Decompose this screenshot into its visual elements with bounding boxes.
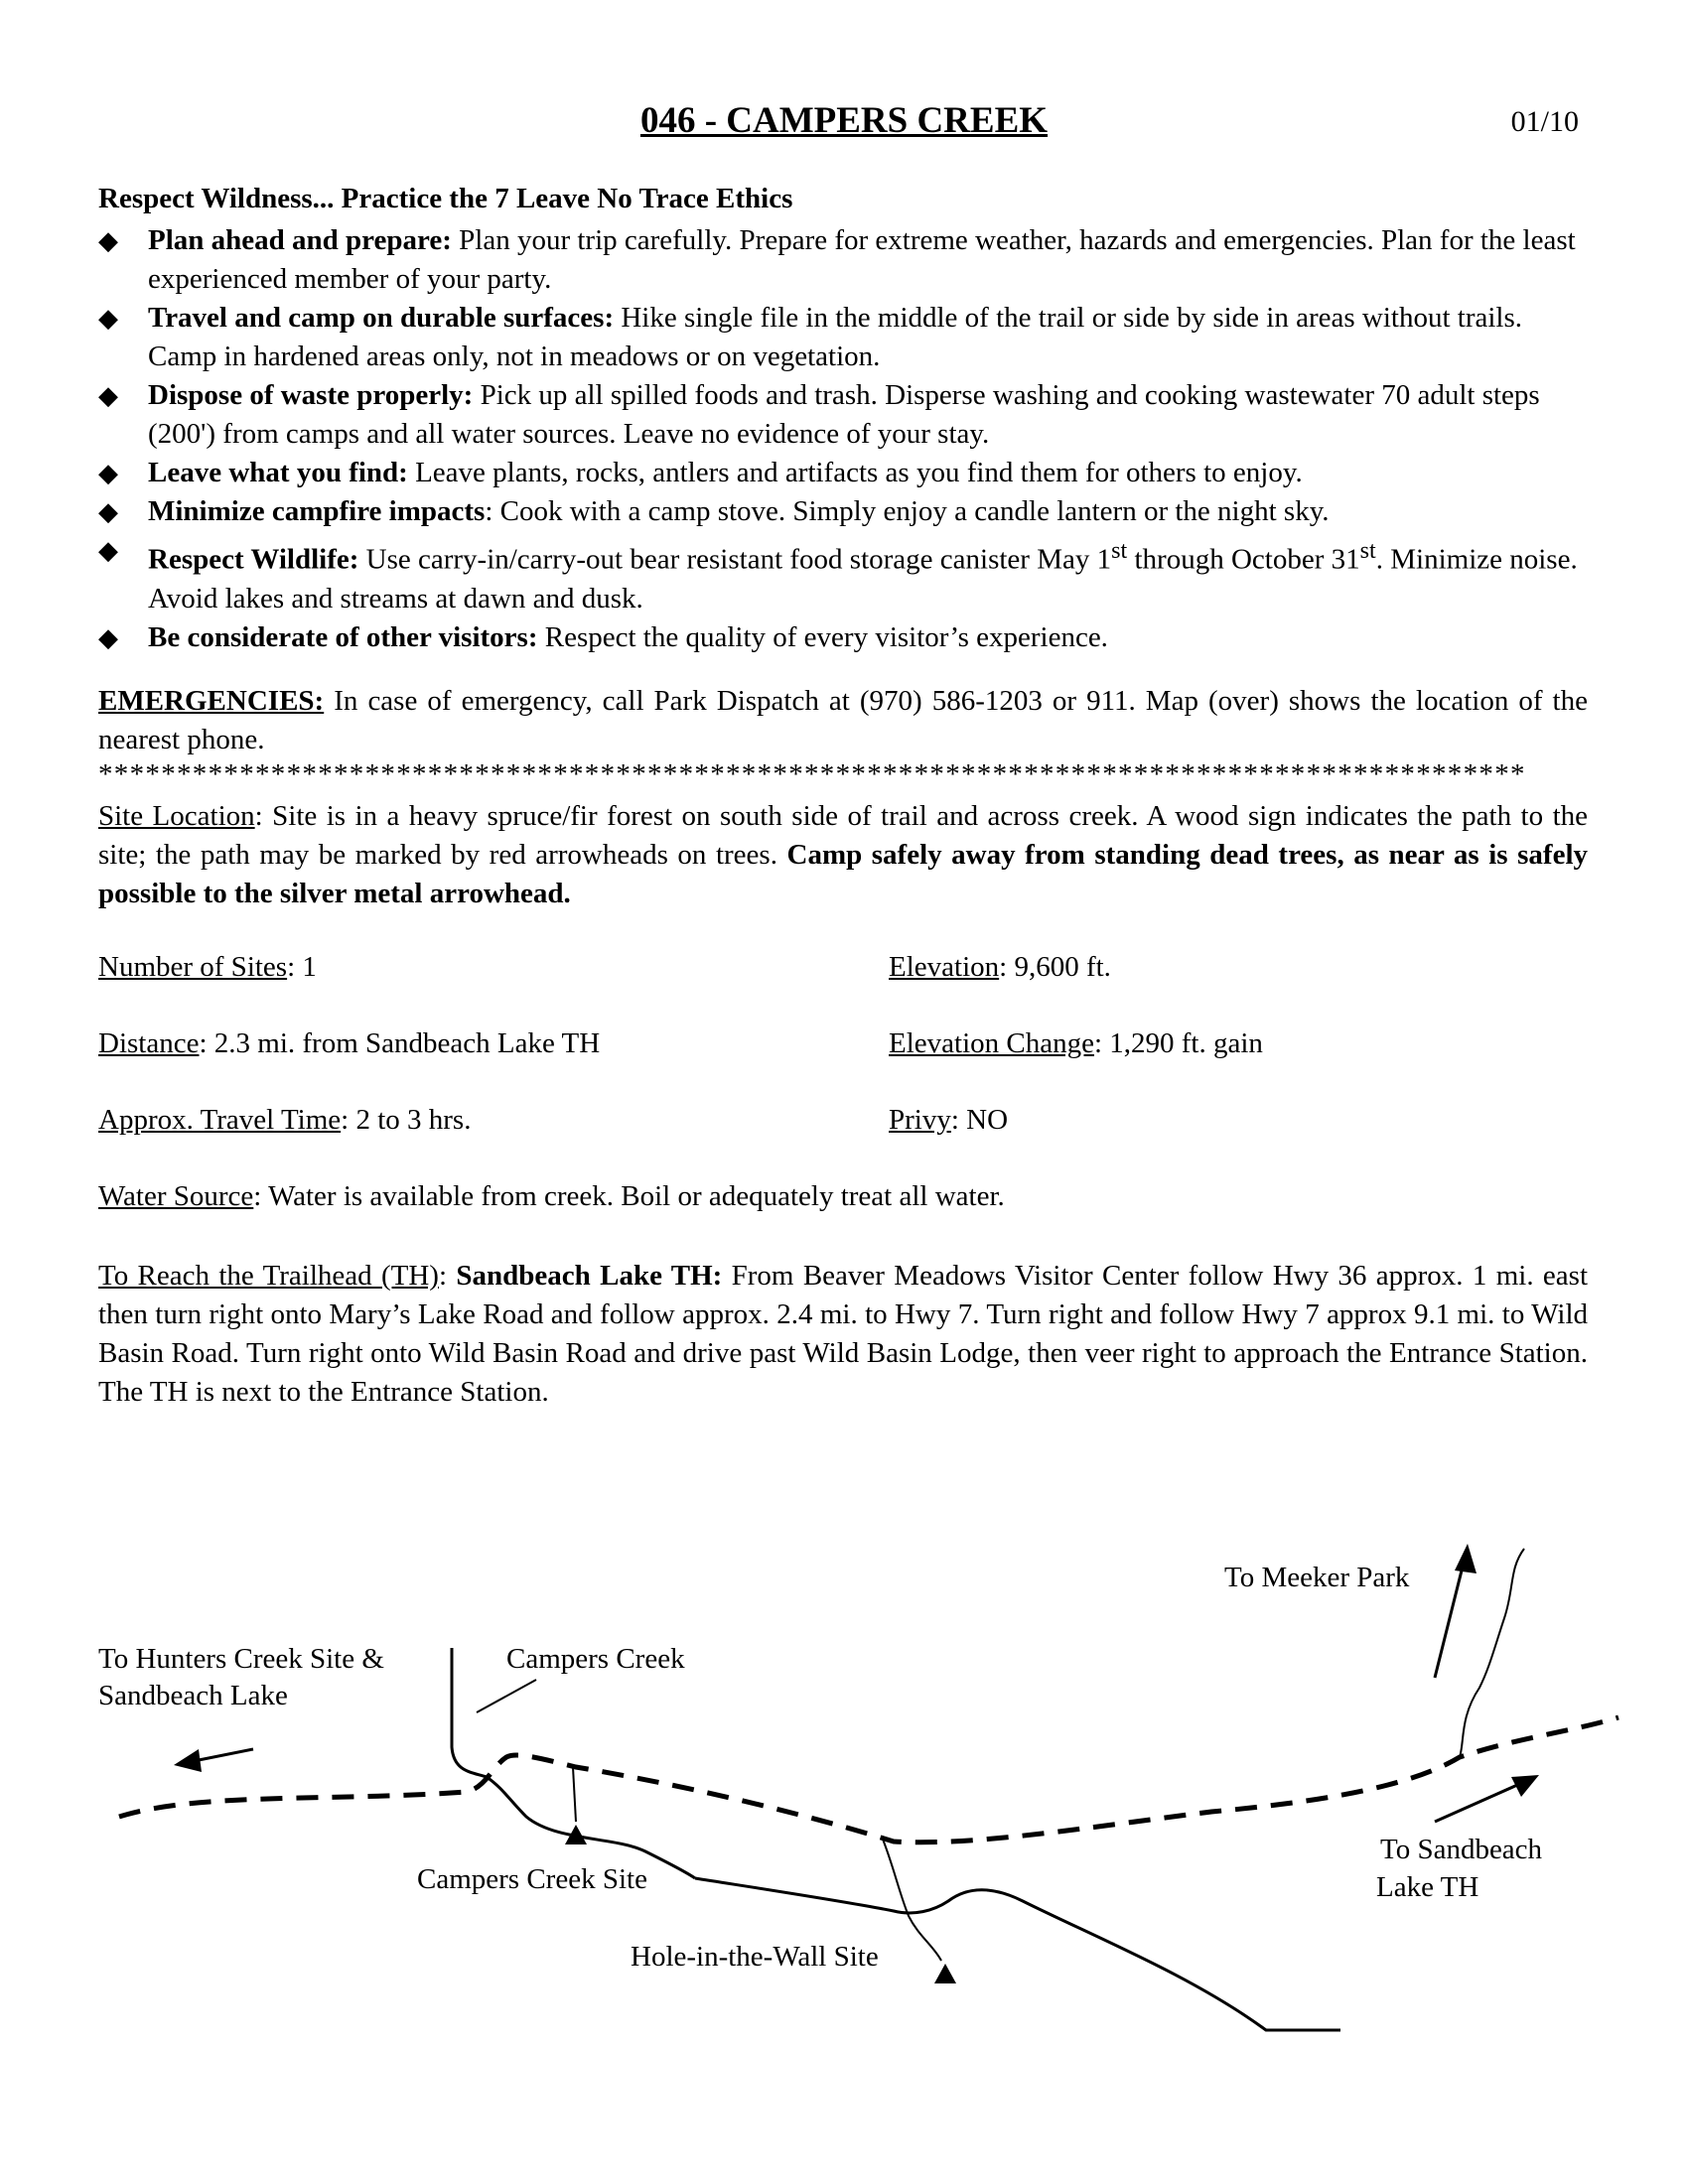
ethic-item	[98, 376, 1588, 454]
travel-time-label: Approx. Travel Time	[98, 1104, 342, 1136]
elevation-change-value: : 1,290 ft. gain	[1093, 1027, 1263, 1059]
campers-creek-pointer	[477, 1680, 536, 1712]
ethic-item	[98, 492, 1588, 531]
water-source-label: Water Source	[98, 1180, 254, 1212]
site-location-warning: Camp safely away from standing dead trees, as near as is safely possible to the silver metal arrowhead.	[98, 839, 1589, 909]
lnt-ethics-list	[98, 221, 1588, 657]
trailhead-directions: From Beaver Meadows Visitor Center follow Hwy 36 approx. 1 mi. east then turn right onto Mary’s Lake Road and follow approx. 2.4 mi. to Hwy 7. Turn right and follow Hwy 7 approx 9.1 mi. to Wild Basin Road. Turn right onto Wild Basin Road and drive past Wild Basin Lodge, then veer right to approach the Entrance Station. The TH is next to the Entrance Station.	[98, 1260, 1589, 1408]
elevation-label: Elevation	[889, 951, 1000, 983]
diamond-bullet-icon: ◆	[98, 459, 118, 487]
ethic-text: Respect the quality of every visitor’s experience.	[537, 620, 1108, 653]
trailhead-label: To Reach the Trailhead (TH)	[98, 1260, 439, 1292]
label-meeker-park: To Meeker Park	[1224, 1562, 1410, 1593]
privy-value: : NO	[950, 1104, 1009, 1136]
revision-date: 01/10	[1510, 105, 1579, 138]
diamond-bullet-icon: ◆	[98, 536, 118, 565]
trailhead-paragraph	[98, 1257, 1588, 1412]
label-campers-creek: Campers Creek	[506, 1643, 685, 1675]
ethic-label: Minimize campfire impacts	[148, 495, 486, 527]
hole-in-the-wall-site-triangle-icon	[934, 1964, 956, 1983]
diamond-bullet-icon: ◆	[98, 304, 118, 333]
diamond-bullet-icon: ◆	[98, 381, 118, 410]
label-hunters-line2: Sandbeach Lake	[98, 1680, 288, 1711]
label-hunters-line1: To Hunters Creek Site &	[98, 1643, 384, 1675]
creek-northeast	[1460, 1549, 1524, 1757]
travel-time-value: : 2 to 3 hrs.	[341, 1104, 472, 1136]
distance-label: Distance	[98, 1027, 200, 1059]
site-location-paragraph	[98, 797, 1588, 913]
arrow-west-icon	[174, 1749, 253, 1772]
arrow-east-icon	[1435, 1775, 1539, 1822]
ethic-label: Respect Wildlife:	[148, 543, 359, 576]
distance-value: : 2.3 mi. from Sandbeach Lake TH	[199, 1027, 601, 1059]
diamond-bullet-icon: ◆	[98, 497, 118, 526]
privy	[889, 1104, 1008, 1137]
trail-map	[0, 1489, 1688, 2085]
ethic-text: Hike single file in the middle of the trail or side by side in areas without trails. Camp in hardened areas only, not in meadows or on vegetation.	[148, 302, 1523, 372]
campers-site-spur	[573, 1767, 576, 1822]
ethic-text: Pick up all spilled foods and trash. Disperse washing and cooking wastewater 70 adult steps (200') from camps and all water sources. Leave no evidence of your stay.	[148, 379, 1540, 450]
sites-label: Number of Sites	[98, 951, 288, 983]
label-hole-in-the-wall-site: Hole-in-the-Wall Site	[631, 1941, 879, 1973]
site-location-text: : Site is in a heavy spruce/fir forest on south side of trail and across creek. A wood sign indicates the path to the site; the path may be marked by red arrowheads on trees.	[98, 800, 1588, 871]
ethic-text: . Minimize noise. Avoid lakes and streams at dawn and dusk.	[148, 543, 1578, 614]
ethic-label: Leave what you find:	[148, 457, 408, 488]
diamond-bullet-icon: ◆	[98, 622, 118, 652]
elevation	[889, 951, 1111, 984]
emergencies-label: EMERGENCIES:	[98, 685, 325, 717]
water-source-value: : Water is available from creek. Boil or adequately treat all water.	[253, 1180, 1005, 1212]
ethic-text: through October 31	[1127, 543, 1360, 576]
number-of-sites	[98, 951, 317, 984]
elevation-change	[889, 1027, 1263, 1060]
ethic-item	[98, 618, 1588, 657]
emergencies-paragraph	[98, 682, 1588, 759]
ethic-text: Plan your trip carefully. Prepare for extreme weather, hazards and emergencies. Plan for the least experienced member of your party.	[148, 224, 1576, 295]
ethic-item	[98, 299, 1588, 376]
diamond-bullet-icon: ◆	[98, 226, 118, 255]
ethic-item	[98, 221, 1588, 299]
sites-value: : 1	[287, 951, 317, 983]
ethic-item	[98, 531, 1588, 618]
trailhead-colon: :	[438, 1260, 457, 1292]
ethic-label: Be considerate of other visitors:	[148, 620, 538, 653]
emergencies-text: In case of emergency, call Park Dispatch at (970) 586-1203 or 911. Map (over) shows the location of the nearest phone.	[98, 685, 1588, 755]
label-campers-creek-site: Campers Creek Site	[417, 1863, 647, 1895]
elevation-change-label: Elevation Change	[889, 1027, 1094, 1059]
water-source	[98, 1180, 1005, 1213]
ethic-superscript: st	[1111, 537, 1128, 564]
ethic-item	[98, 454, 1588, 492]
label-sandbeach-line2: Lake TH	[1376, 1871, 1479, 1903]
ethic-text: Leave plants, rocks, antlers and artifacts as you find them for others to enjoy.	[407, 457, 1303, 488]
privy-label: Privy	[889, 1104, 951, 1136]
lnt-heading: Respect Wildness... Practice the 7 Leave No Trace Ethics	[98, 183, 793, 214]
ethic-text: Use carry-in/carry-out bear resistant food storage canister May 1	[358, 543, 1112, 576]
page-title: 046 - CAMPERS CREEK	[639, 100, 1049, 141]
main-trail-west	[119, 1717, 1618, 1843]
travel-time	[98, 1104, 471, 1137]
ethic-label: Plan ahead and prepare:	[148, 224, 452, 256]
label-sandbeach-line1: To Sandbeach	[1380, 1834, 1543, 1865]
ethic-text: : Cook with a camp stove. Simply enjoy a candle lantern or the night sky.	[485, 495, 1330, 527]
arrow-north-icon	[1435, 1544, 1477, 1678]
distance	[98, 1027, 600, 1060]
ethic-label: Travel and camp on durable surfaces:	[148, 302, 615, 334]
trailhead-name: Sandbeach Lake TH:	[456, 1260, 723, 1292]
ethic-superscript: st	[1359, 537, 1376, 564]
elevation-value: : 9,600 ft.	[999, 951, 1111, 983]
ethic-label: Dispose of waste properly:	[148, 379, 474, 411]
separator-line: *******************************************************************************************	[98, 758, 1526, 790]
hole-site-spur	[882, 1837, 941, 1961]
site-location-label: Site Location	[98, 800, 255, 832]
